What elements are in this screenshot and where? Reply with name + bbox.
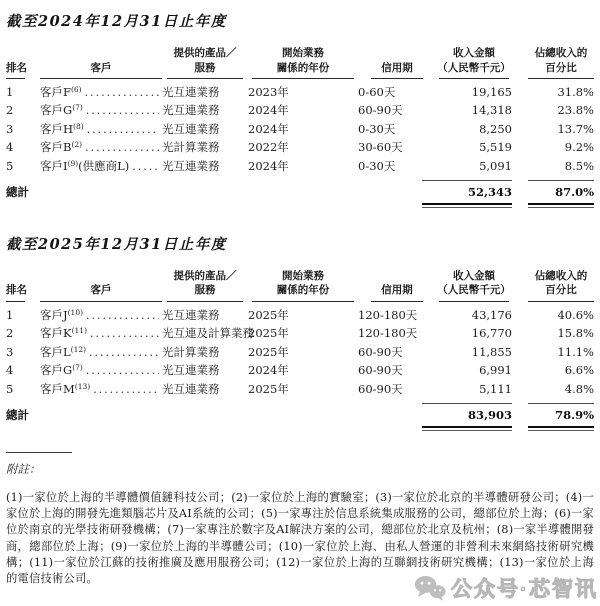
col-header-customer <box>40 283 162 302</box>
customer-name <box>40 362 83 378</box>
table1-header-row <box>6 46 594 79</box>
revenue-total-rule <box>422 403 512 404</box>
product-cell: 光互連業務 <box>162 307 220 322</box>
col-header-customer-label: 客戶 <box>90 61 112 74</box>
table2-header-row <box>6 269 594 302</box>
customer-name <box>40 139 82 155</box>
col-header-product <box>162 269 248 302</box>
rank-cell: 3 <box>6 121 14 136</box>
col-header-rank <box>6 283 40 302</box>
header-underline <box>252 78 354 79</box>
header-underline <box>371 301 423 302</box>
col-header-revenue-line2: （人民幣千元） <box>437 284 511 297</box>
total-row <box>6 407 594 423</box>
header-underline <box>252 301 354 302</box>
dot-leader <box>85 141 159 154</box>
customer-name <box>40 344 86 360</box>
customer-name <box>40 381 90 397</box>
product-cell: 光互連業務 <box>162 158 220 173</box>
top-customers-table-2025 <box>6 269 594 433</box>
col-header-credit-label: 信用期 <box>381 284 413 297</box>
revenue-cell: 6,991 <box>479 363 512 378</box>
credit-period-cell: 60-90天 <box>358 344 403 359</box>
revenue-cell: 8,250 <box>479 121 512 136</box>
credit-period-cell: 120-180天 <box>358 307 418 322</box>
col-header-year <box>248 269 358 302</box>
col-header-product-line1: 提供的產品／ <box>173 47 237 59</box>
revenue-cell: 5,111 <box>479 381 512 396</box>
footnote-ref: (2) <box>71 140 83 150</box>
footnote-ref: (8) <box>73 121 84 131</box>
footnote-ref: (9) <box>67 158 79 168</box>
col-header-year <box>248 46 358 79</box>
credit-period-cell: 60-90天 <box>358 103 403 118</box>
table-row <box>6 84 594 102</box>
col-header-percentage-line1: 佔總收入的 <box>534 47 588 59</box>
header-underline <box>167 301 243 302</box>
rank-cell: 2 <box>6 103 14 118</box>
customer-cell <box>40 102 162 118</box>
revenue-cell: 5,519 <box>479 140 512 155</box>
rank-cell: 3 <box>6 344 14 359</box>
total-label: 總計 <box>6 184 29 199</box>
year-cell: 2025年 <box>248 307 289 322</box>
table-row <box>6 121 594 139</box>
footnote-ref: (7) <box>72 103 83 113</box>
footnote-ref: (13) <box>74 381 91 391</box>
percentage-cell: 15.8% <box>557 326 594 341</box>
year-cell: 2023年 <box>248 85 289 99</box>
section2-title: 截至2025年12月31日止年度 <box>6 235 227 253</box>
footnote-ref: (7) <box>72 363 83 373</box>
col-header-rank-label: 排名 <box>6 284 27 297</box>
col-header-year-line2: 關係的年份 <box>276 61 330 74</box>
percentage-cell: 6.6% <box>564 363 594 378</box>
col-header-product <box>162 46 248 79</box>
product-cell: 光互連業務 <box>162 121 220 136</box>
table-row <box>6 158 594 176</box>
customer-cell <box>40 381 162 397</box>
customer-cell <box>40 362 162 378</box>
dot-leader <box>87 123 159 136</box>
percentage-cell: 23.8% <box>557 103 594 118</box>
total-revenue: 52,343 <box>467 184 512 199</box>
year-cell: 2025年 <box>248 381 289 396</box>
customer-label: 客戶F <box>40 85 71 99</box>
revenue-cell: 11,855 <box>471 344 512 359</box>
customer-label: 客戶K <box>40 326 72 341</box>
total-row <box>6 184 594 200</box>
percentage-total-rule <box>528 403 594 404</box>
product-cell: 光互連業務 <box>162 103 220 118</box>
col-header-year-line1: 開始業務 <box>282 269 324 282</box>
footnote-ref: (6) <box>70 85 82 94</box>
col-header-product-line2: 服務 <box>194 284 216 297</box>
dot-leader <box>90 327 159 340</box>
col-header-percentage-line1: 佔總收入的 <box>534 269 588 282</box>
credit-period-cell: 0-60天 <box>358 85 396 99</box>
year-cell: 2024年 <box>248 103 289 118</box>
col-header-rank-label: 排名 <box>6 61 27 74</box>
credit-period-cell: 60-90天 <box>358 363 403 378</box>
footnotes-section <box>6 452 594 587</box>
year-cell: 2024年 <box>248 121 289 136</box>
post-total-rules <box>6 203 594 210</box>
header-underline <box>528 78 594 79</box>
year-cell: 2025年 <box>248 344 289 359</box>
col-header-revenue-line1: 收入金額 <box>453 269 495 282</box>
footnote-ref: (11) <box>71 326 87 336</box>
product-cell: 光互連業務 <box>162 381 220 396</box>
notes-label: 附註： <box>6 461 41 476</box>
customer-label: 客戶G <box>40 363 73 378</box>
revenue-double-rule <box>422 203 512 210</box>
header-underline <box>6 301 25 302</box>
watermark-text: 公众号·芯智讯 <box>451 578 598 601</box>
percentage-double-rule <box>528 203 594 210</box>
credit-period-cell: 60-90天 <box>358 381 403 396</box>
col-header-percentage <box>512 269 594 302</box>
rank-cell: 5 <box>6 158 14 173</box>
customer-cell <box>40 307 162 323</box>
dot-leader <box>93 383 159 396</box>
footnote-ref: (10) <box>67 307 84 317</box>
customer-label: 客戶B <box>40 140 72 155</box>
rank-cell: 4 <box>6 140 14 155</box>
revenue-double-rule <box>422 426 512 433</box>
table-row <box>6 102 594 120</box>
table-row <box>6 139 594 157</box>
col-header-revenue-line2: （人民幣千元） <box>437 61 511 74</box>
table-row <box>6 307 594 325</box>
customer-suffix: (供應商L) <box>78 158 130 173</box>
header-underline <box>167 78 243 79</box>
section1-title: 截至2024年12月31日止年度 <box>6 13 227 30</box>
table-row <box>6 344 594 362</box>
total-percentage: 78.9% <box>555 407 594 422</box>
post-total-rules <box>6 426 594 433</box>
pre-total-rules <box>6 180 594 181</box>
revenue-total-rule <box>422 180 512 181</box>
header-underline <box>6 78 25 79</box>
customer-cell <box>40 121 162 137</box>
dot-leader <box>89 346 159 359</box>
col-header-percentage-line2: 百分比 <box>545 284 577 297</box>
customer-label: 客戶M <box>40 381 75 396</box>
product-cell: 光計算業務 <box>162 344 220 359</box>
col-header-percentage <box>512 46 594 79</box>
percentage-cell: 13.7% <box>557 121 594 136</box>
year-cell: 2024年 <box>248 363 289 378</box>
customer-name <box>40 102 83 118</box>
customer-cell <box>40 344 162 360</box>
product-cell: 光互連及計算業務 <box>162 326 254 341</box>
percentage-cell: 31.8% <box>557 85 594 99</box>
header-underline <box>40 301 162 302</box>
footnote-ref: (12) <box>70 344 87 354</box>
percentage-cell: 9.2% <box>564 140 594 155</box>
notes-text: (1)一家位於上海的半導體價值鏈科技公司；(2)一家位於上海的實驗室；(3)一家位於北京的半導體研發公司；(4)一家位於上海的開發先進類腦芯片及AI系統的公司；(5)一家專注於信息系統集成服務的公司，總部位於上海；(6)一家位於南京的光學技術研發機構；(7)一家專注於數字及AI解決方案的公司，總部位於北京及杭州；(8)一家半導體開發商，總部位於上海；(9)一家位於上海的半導體公司；(10)一家位於上海、由私人營運的非營利未來網絡技術研究機構；(11)一家位於江蘇的技術推廣及應用服務公司；(12)一家位於上海的互聯網技術研究機構；(13)一家位於上海的電信技術公司。 <box>6 490 594 585</box>
header-underline <box>439 78 509 79</box>
year-cell: 2022年 <box>248 140 289 155</box>
customer-cell <box>40 158 162 174</box>
customer-cell <box>40 325 162 341</box>
credit-period-cell: 30-60天 <box>358 140 403 155</box>
customer-name <box>40 121 84 137</box>
header-underline <box>40 78 162 79</box>
customer-label: 客戶I <box>40 158 68 173</box>
col-header-revenue <box>436 46 512 79</box>
col-header-percentage-line2: 百分比 <box>545 61 577 74</box>
total-percentage: 87.0% <box>555 184 594 199</box>
dot-leader <box>86 104 159 117</box>
product-cell: 光互連業務 <box>162 85 220 99</box>
col-header-revenue-line1: 收入金額 <box>453 47 495 59</box>
rank-cell: 1 <box>6 85 14 99</box>
col-header-product-line1: 提供的產品／ <box>173 269 237 282</box>
col-header-rank <box>6 61 40 80</box>
revenue-cell: 14,318 <box>471 103 512 118</box>
rank-cell: 4 <box>6 363 14 378</box>
customer-name <box>40 307 83 323</box>
percentage-cell: 4.8% <box>564 381 594 396</box>
top-customers-table-2024 <box>6 46 594 210</box>
customer-label: 客戶J <box>40 307 68 322</box>
table-row <box>6 381 594 399</box>
customer-label: 客戶H <box>40 121 74 136</box>
percentage-double-rule <box>528 426 594 433</box>
dot-leader <box>86 364 159 377</box>
col-header-revenue <box>436 269 512 302</box>
header-underline <box>528 301 594 302</box>
table-row <box>6 325 594 343</box>
col-header-product-line2: 服務 <box>194 61 216 74</box>
customer-label: 客戶L <box>40 344 71 359</box>
revenue-cell: 5,091 <box>479 158 512 173</box>
rank-cell: 2 <box>6 326 14 341</box>
revenue-cell: 19,165 <box>471 85 512 99</box>
pre-total-rules <box>6 403 594 404</box>
revenue-cell: 16,770 <box>471 326 512 341</box>
table-row <box>6 362 594 380</box>
col-header-year-line1: 開始業務 <box>282 47 324 59</box>
col-header-customer-label: 客戶 <box>90 284 112 297</box>
dot-leader <box>85 86 159 99</box>
product-cell: 光互連業務 <box>162 363 220 378</box>
customer-cell <box>40 139 162 155</box>
credit-period-cell: 120-180天 <box>358 326 418 341</box>
percentage-cell: 11.1% <box>557 344 594 359</box>
total-label: 總計 <box>6 407 29 422</box>
header-underline <box>371 78 423 79</box>
product-cell: 光計算業務 <box>162 140 220 155</box>
rank-cell: 1 <box>6 307 14 322</box>
customer-cell <box>40 84 162 100</box>
header-underline <box>439 301 509 302</box>
customer-label: 客戶G <box>40 103 73 118</box>
customer-name <box>40 84 82 100</box>
notes-divider <box>6 452 72 453</box>
dot-leader <box>132 160 159 173</box>
dot-leader <box>86 309 159 322</box>
col-header-credit <box>358 61 436 80</box>
percentage-cell: 40.6% <box>557 307 594 322</box>
col-header-credit-label: 信用期 <box>381 61 413 74</box>
table1-body <box>6 84 594 176</box>
col-header-credit <box>358 283 436 302</box>
customer-name <box>40 158 129 174</box>
credit-period-cell: 0-30天 <box>358 121 396 136</box>
credit-period-cell: 0-30天 <box>358 158 396 173</box>
rank-cell: 5 <box>6 381 14 396</box>
col-header-customer <box>40 61 162 80</box>
year-cell: 2024年 <box>248 158 289 173</box>
total-revenue: 83,903 <box>467 407 512 422</box>
year-cell: 2025年 <box>248 326 289 341</box>
percentage-cell: 8.5% <box>564 158 594 173</box>
table2-body <box>6 307 594 399</box>
revenue-cell: 43,176 <box>471 307 512 322</box>
percentage-total-rule <box>528 180 594 181</box>
col-header-year-line2: 關係的年份 <box>276 284 330 297</box>
customer-name <box>40 325 87 341</box>
